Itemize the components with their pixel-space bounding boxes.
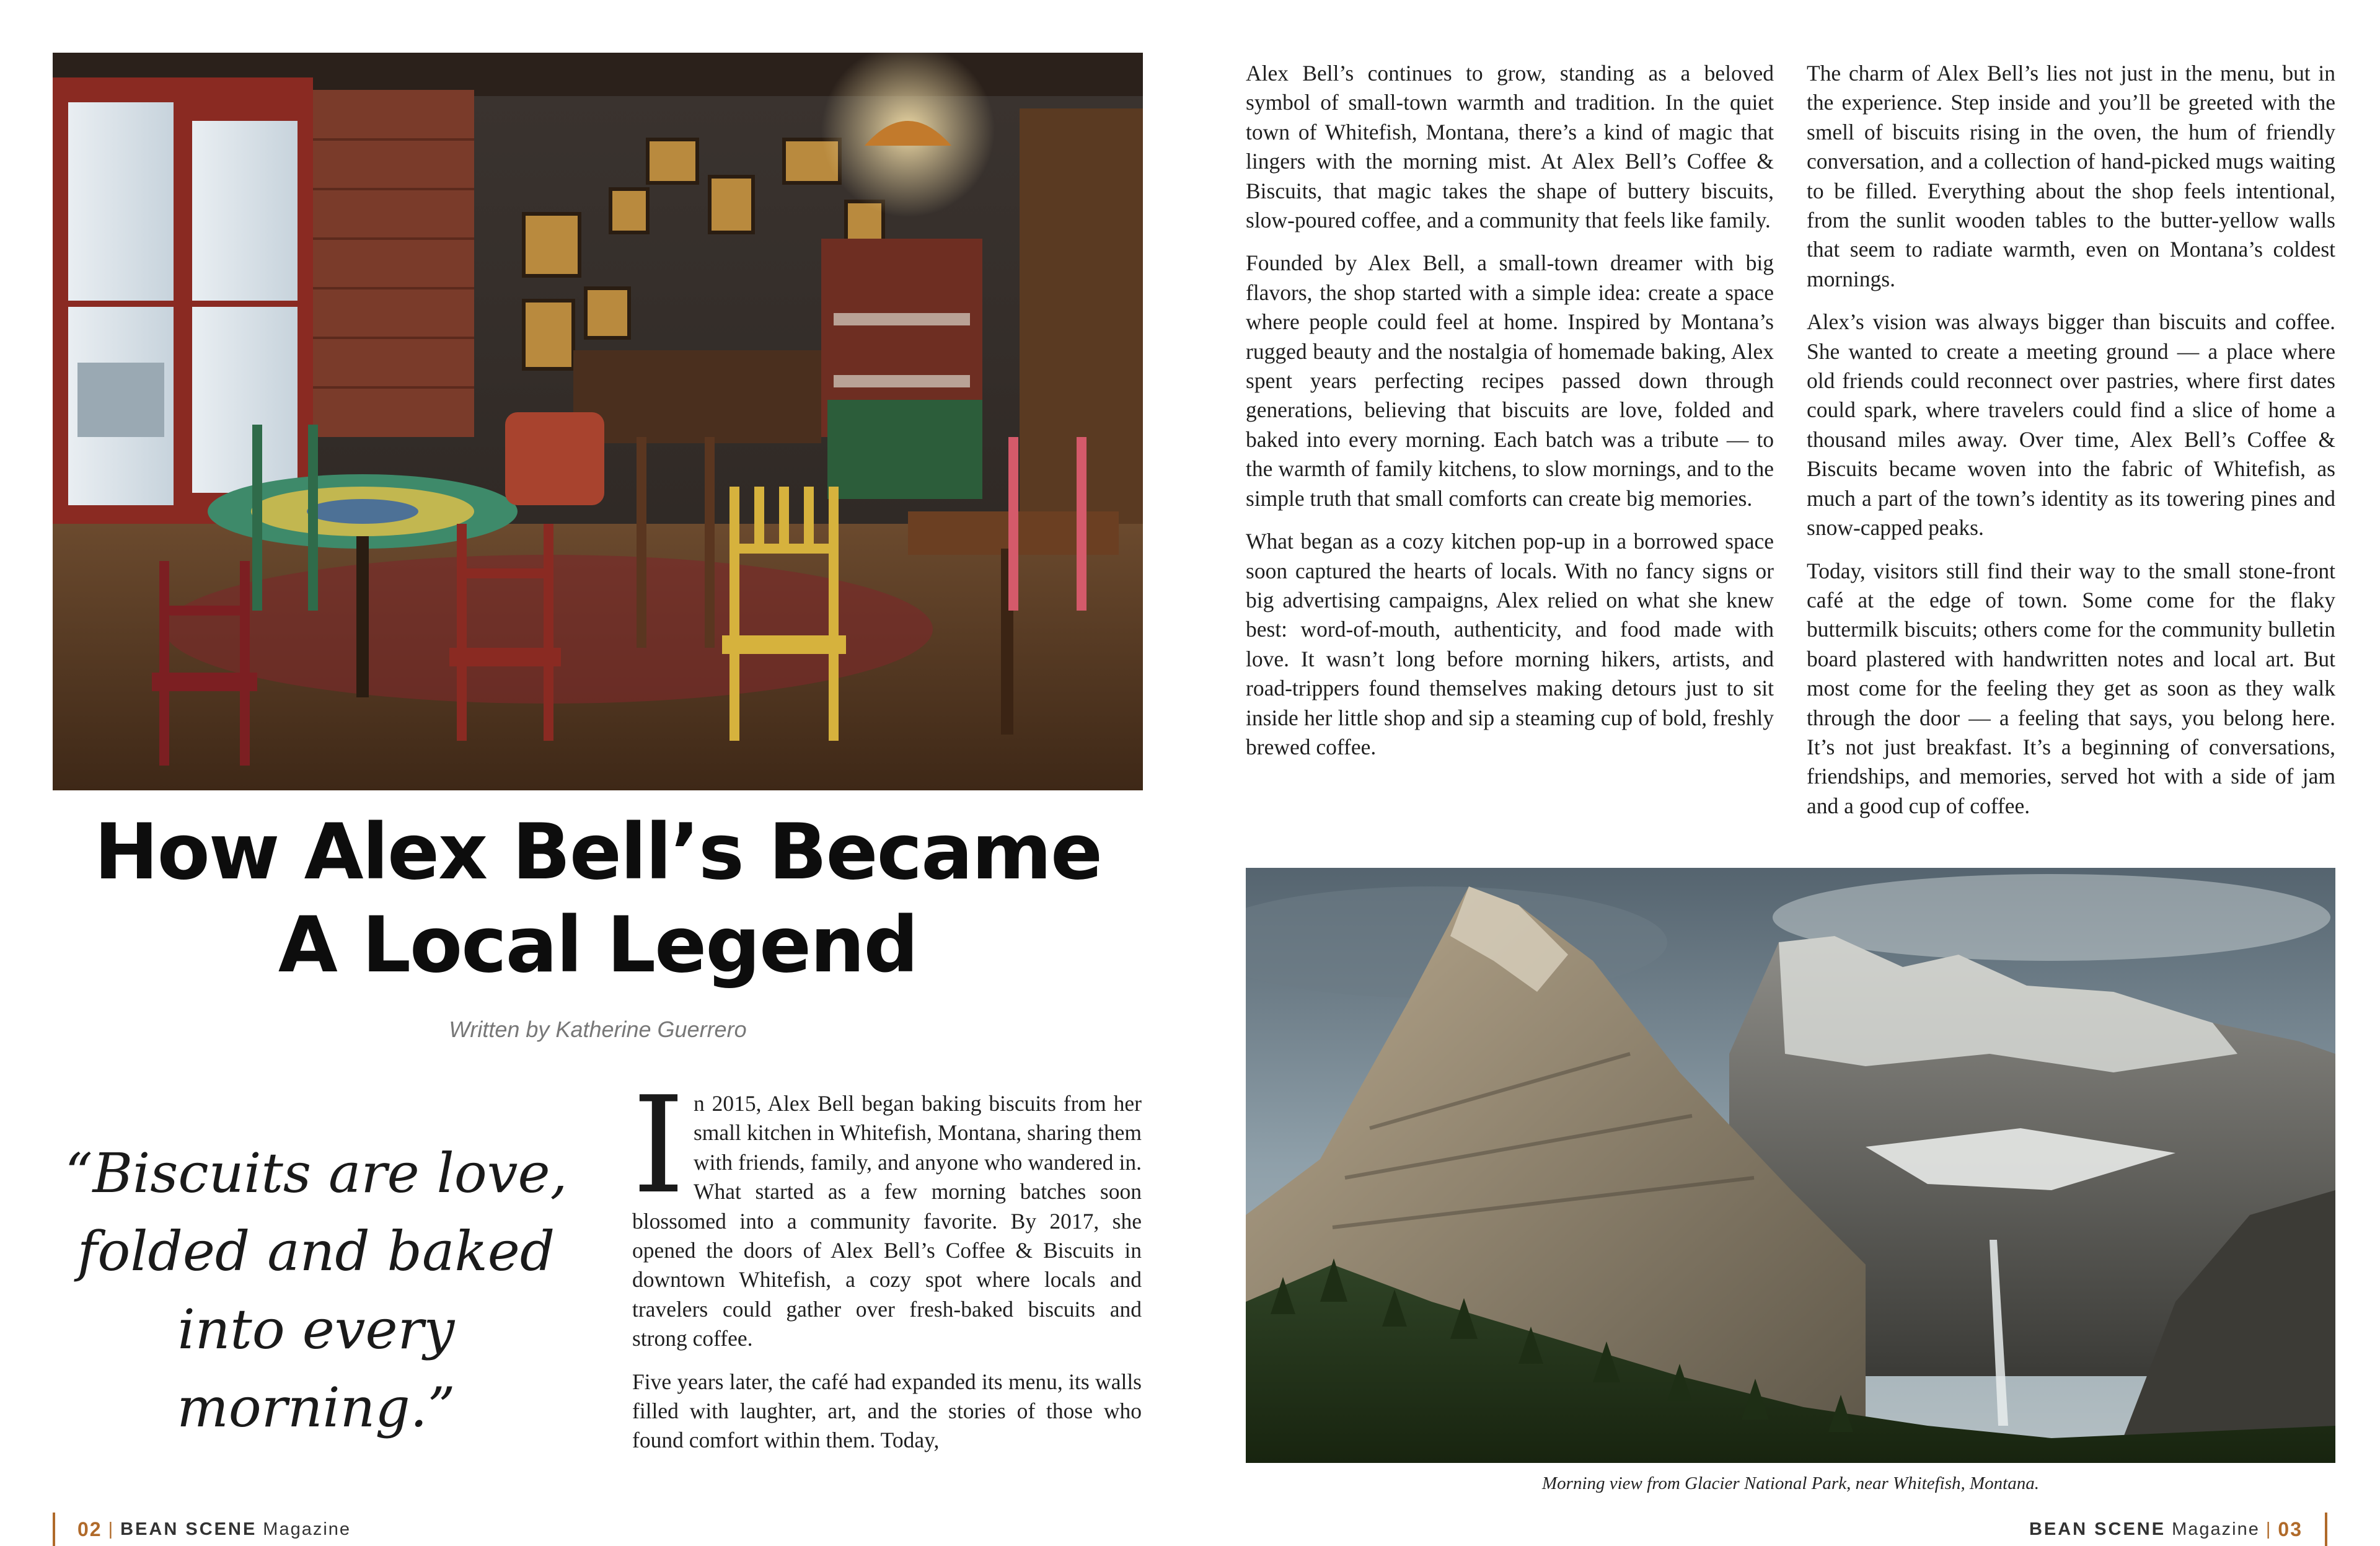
page-number-left: 02 [77, 1517, 102, 1540]
page-number-right: 03 [2278, 1517, 2303, 1540]
photo-caption: Morning view from Glacier National Park, near Whitefish, Montana. [1542, 1473, 2039, 1493]
headline-line-2: A Local Legend [278, 901, 918, 990]
byline: Written by Katherine Guerrero [449, 1017, 747, 1042]
footer-magazine-left: Magazine [263, 1519, 351, 1539]
middle-paragraph-2: Founded by Alex Bell, a small-town dreamer with big flavors, the shop started with a simple idea: create a space where people could feel at home. Inspired by Montana’s rugged beauty and the nostalgia of homemade baking, Alex spent years perfecting recipes passed down through generations, believing that biscuits are love, folded and baked into every morning. Each batch was a tribute — to the warmth of family kitchens, to slow mornings, and to the simple truth that small comforts can create big memories. [1246, 250, 1774, 511]
headline-line-1: How Alex Bell’s Became [94, 808, 1102, 897]
middle-paragraph-1: Alex Bell’s continues to grow, standing as a beloved symbol of small-town warmth and tradition. In the quiet town of Whitefish, Montana, there’s a kind of magic that lingers with the morning mist. At Alex Bell’s Coffee & Biscuits, that magic takes the shape of buttery biscuits, slow-poured coffee, and a community that feels like family. [1246, 61, 1774, 233]
intro-column [632, 1067, 1142, 1469]
footer-brand-left: BEAN SCENE [120, 1519, 257, 1539]
right-paragraph-3: Today, visitors still find their way to the small stone-front café at the edge of town. Some come for the flaky buttermilk biscuits; others come for the community bulletin board plastered with handwritten notes and local art. But most come for the feeling they get as soon as they walk through the door — a feeling that says, you belong here. It’s not just breakfast. It’s a beginning of conversations, friendships, and memories, served hot with a side of jam and a good cup of coffee. [1807, 558, 2335, 818]
intro-paragraph-2: Five years later, the café had expanded its menu, its walls filled with laughter, art, and the stories of those who found comfort within them. Today, [632, 1369, 1142, 1453]
footer-separator-left: | [108, 1519, 115, 1539]
right-column [1807, 59, 2335, 834]
article-headline [53, 806, 1143, 992]
middle-paragraph-3: What began as a cozy kitchen pop-up in a borrowed space soon captured the hearts of locals. With no fancy signs or big advertising campaigns, Alex relied on what she knew best: word-of-mouth, authenticity, and food made with love. It wasn’t long before morning hikers, artists, and road-trippers found themselves making detours just to sit inside her little shop and sip a steaming cup of bold, freshly brewed coffee. [1246, 529, 1774, 759]
footer-right [2029, 1513, 2327, 1546]
right-paragraph-1: The charm of Alex Bell’s lies not just in the menu, but in the experience. Step inside and you’ll be greeted with the smell of biscuits rising in the oven, the hum of friendly conversation, and a collection of hand-picked mugs waiting to be filled. Everything about the shop feels intentional, from the sunlit wooden tables to the butter-yellow walls that seem to radiate warmth, even on Montana’s coldest mornings. [1807, 61, 2335, 291]
middle-column [1246, 59, 1774, 775]
pull-quote: “Biscuits are love, folded and baked into every morning.” [64, 1141, 568, 1439]
drop-cap: I [632, 1067, 685, 1223]
footer-separator-right: | [2265, 1519, 2272, 1539]
footer-magazine-right: Magazine [2172, 1519, 2260, 1539]
intro-paragraph-1 [632, 1067, 1142, 1354]
footer-left [53, 1513, 351, 1546]
right-paragraph-2: Alex’s vision was always bigger than biscuits and coffee. She wanted to create a meeting ground — a place where old friends could reconnect over pastries, where first dates could spark, where travelers could find a slice of home a thousand miles away. Over time, Alex Bell’s Coffee & Biscuits became woven into the fabric of Whitefish, as much a part of the town’s identity as its towering pines and snow-capped peaks. [1807, 309, 2335, 541]
mountain-photo [1246, 868, 2335, 1463]
intro-paragraph-1-text: n 2015, Alex Bell began baking biscuits from her small kitchen in Whitefish, Montana, sharing them with friends, family, and anyone who wandered in. What started as a few morning batches soon blossomed into a community favorite. By 2017, she opened the doors of Alex Bell’s Coffee & Biscuits in downtown Whitefish, a cozy spot where locals and travelers could gather over fresh-baked biscuits and strong coffee. [632, 1091, 1142, 1351]
footer-brand-right: BEAN SCENE [2029, 1519, 2166, 1539]
cafe-interior-photo [53, 53, 1143, 790]
